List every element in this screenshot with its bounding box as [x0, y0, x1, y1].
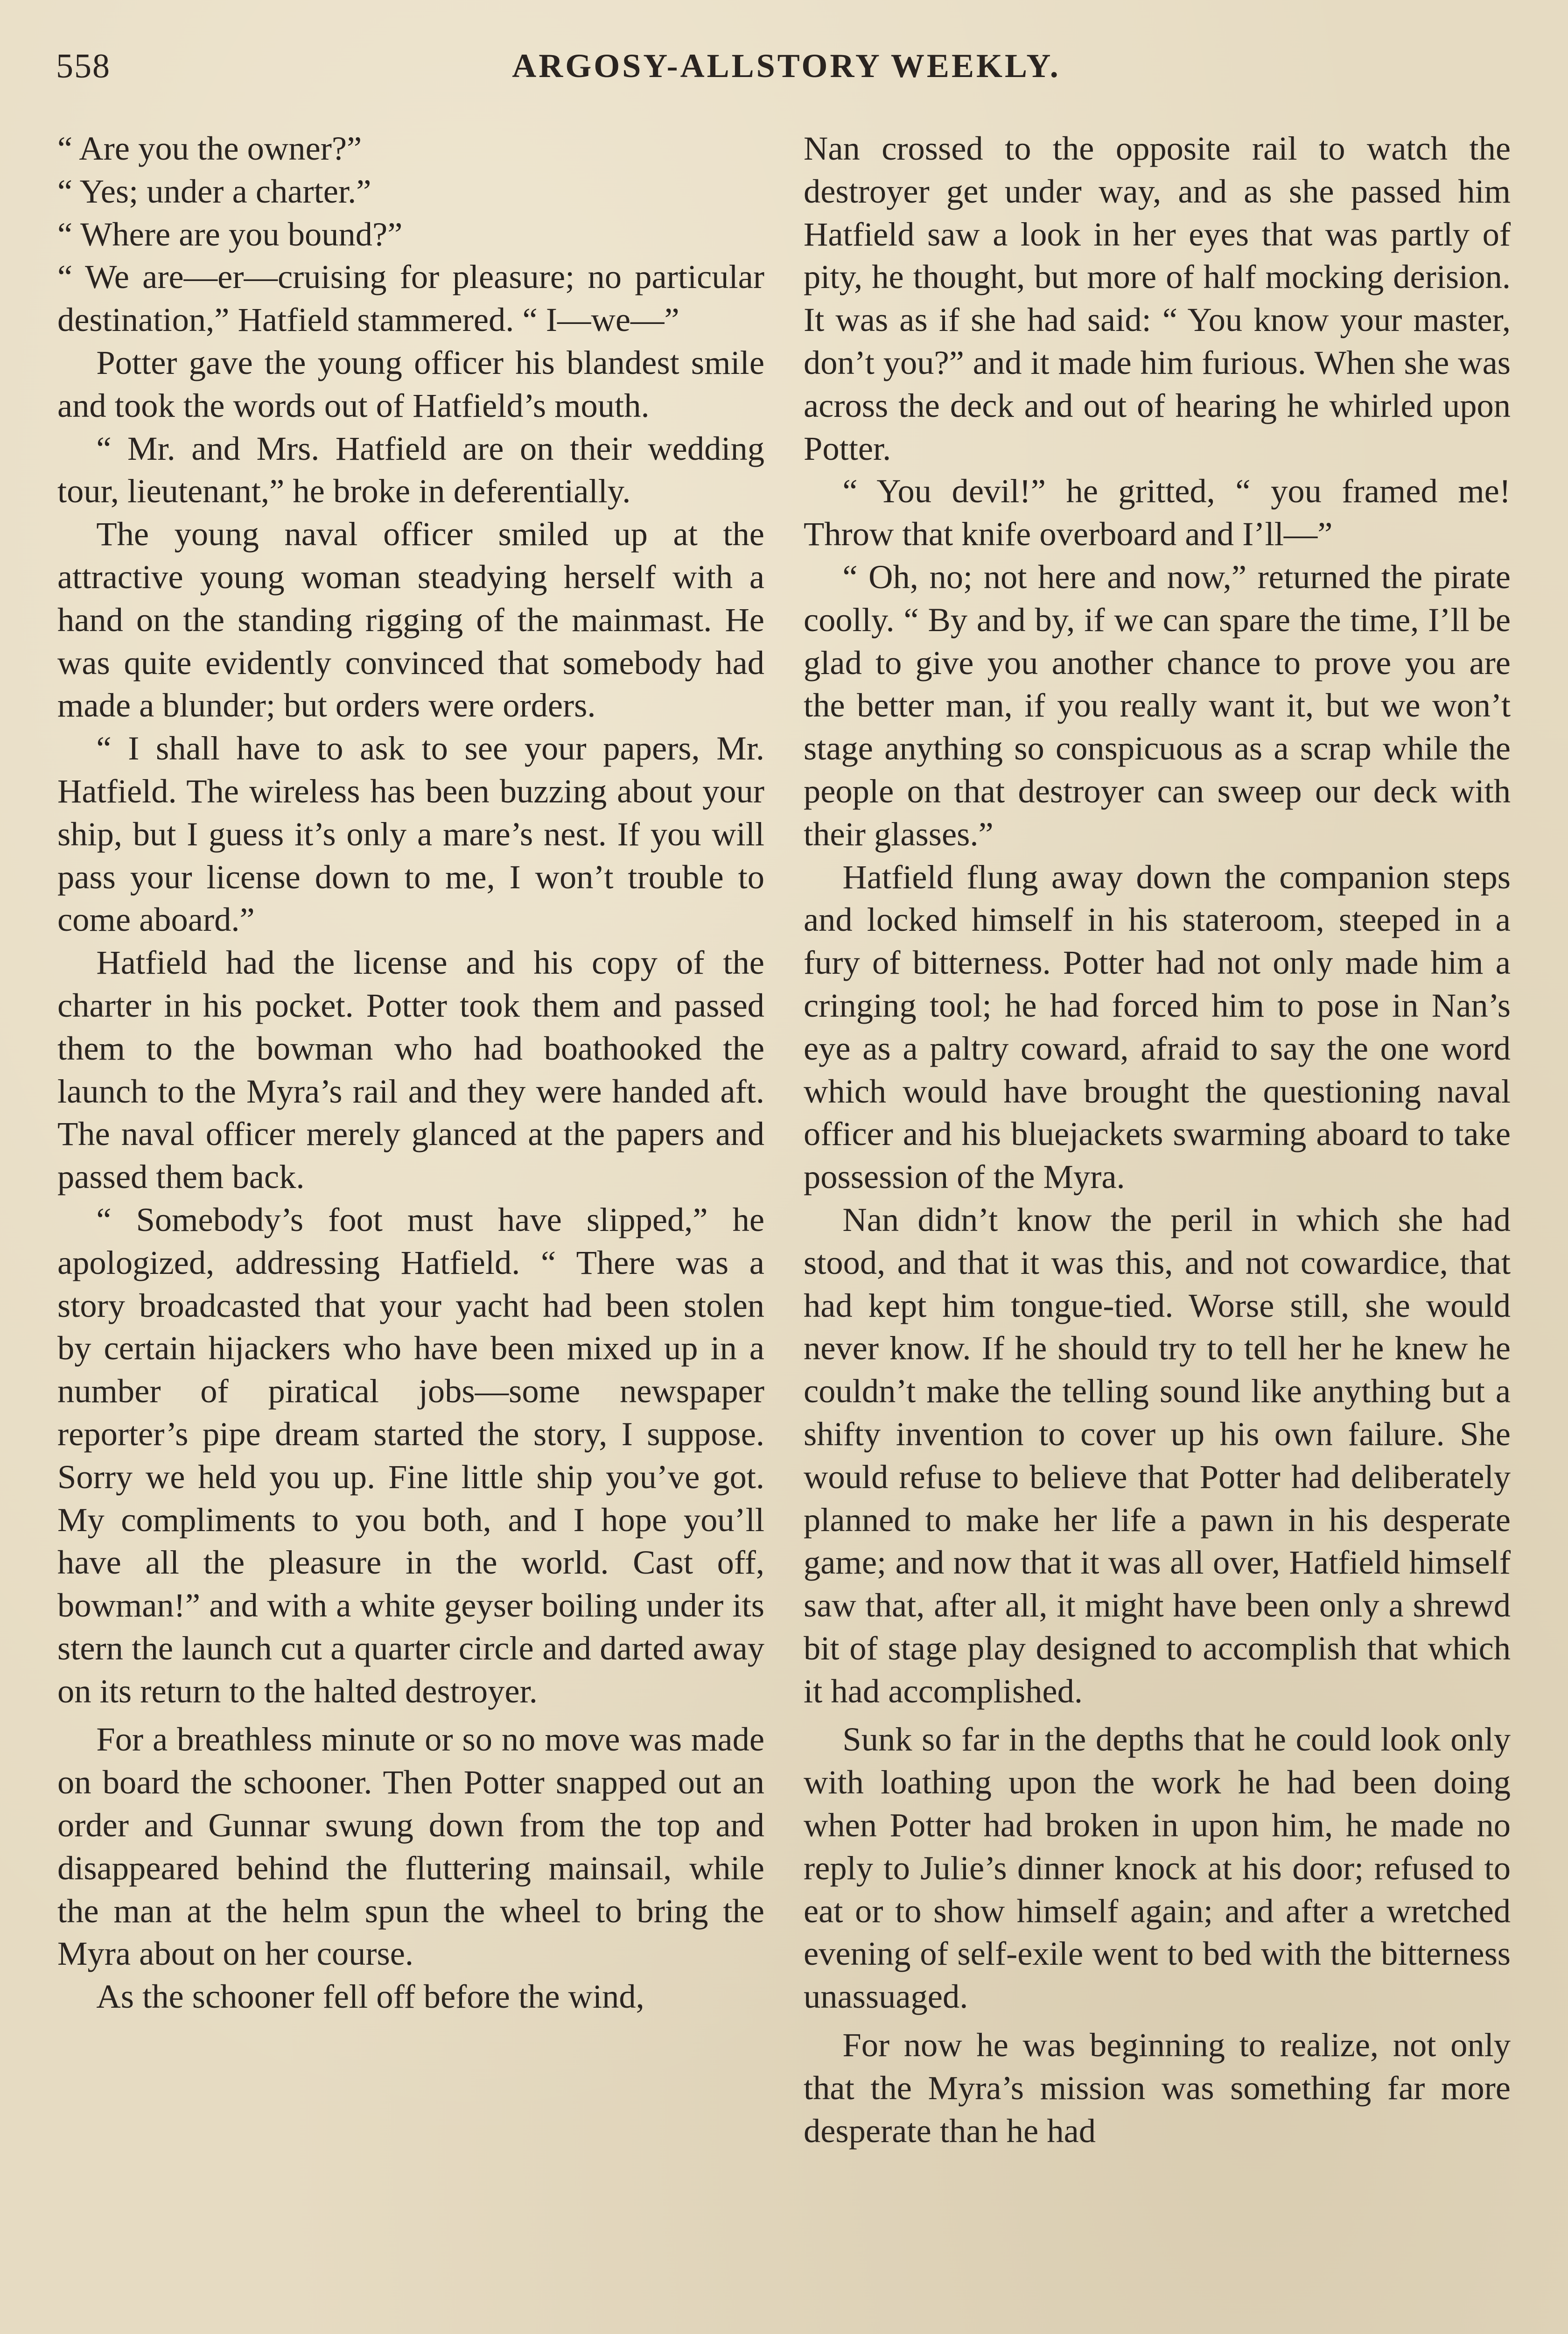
paragraph: Sunk so far in the depths that he could look only with loathing upon the work he had been doing when Potter had broken in upon him, he made no reply to Julie’s dinner knock at his door; refused to eat or to show himself again; and after a wretched evening of self-exile went to bed with the bitterness unassuaged.: [804, 1720, 1511, 2016]
paragraph: “ Are you the owner?”: [57, 129, 362, 167]
paragraph: “ Somebody’s foot must have slipped,” he apologized, addressing Hatfield. “ There was a story broadcasted that your yacht had been stolen by certain hijackers who have been mixed up in a number of piratical jobs—some newspaper reporter’s pipe dream started the story, I suppose. Sorry we held you up. Fine little ship you’ve got. My compliments to you both, and I hope you’ll have all the pleasure in the world. Cast off, bowman!” and with a white geyser boiling under its stern the launch cut a quarter circle and darted away on its return to the halted destroyer.: [57, 1200, 764, 1710]
paragraph: “ Where are you bound?”: [57, 215, 403, 253]
paragraph: Nan didn’t know the peril in which she had stood, and that it was this, and not cowardice, that had kept him tongue-tied. Worse still, she would never know. If he should try to tell her he knew he couldn’t make the telling sound like anything but a shifty invention to cover up his own failure. She would refuse to believe that Potter had deliberately planned to make her life a pawn in his desperate game; and now that it was all over, Hatfield himself saw that, after all, it might have been only a shrewd bit of stage play designed to accomplish that which it had accomplished.: [804, 1200, 1511, 1710]
paragraph: “ We are—er—cruising for pleasure; no particular destination,” Hatfield stammered. “ I—we—”: [57, 258, 764, 339]
paragraph: Hatfield had the license and his copy of the charter in his pocket. Potter took them and passed them to the bowman who had boathooked the launch to the Myra’s rail and they were handed aft. The naval officer merely glanced at the papers and passed them back.: [57, 943, 764, 1196]
left-column: [57, 127, 764, 2018]
paragraph: “ Oh, no; not here and now,” returned the pirate coolly. “ By and by, if we can spare the time, I’ll be glad to give you another chance to prove you are the better man, if you really want it, but we won’t stage anything so conspicuous as a scrap while the people on that destroyer can sweep our deck with their glasses.”: [804, 557, 1511, 853]
paragraph: For now he was beginning to realize, not only that the Myra’s mission was something far more desperate than he had: [804, 2026, 1511, 2150]
paragraph: “ I shall have to ask to see your papers, Mr. Hatfield. The wireless has been buzzing about your ship, but I guess it’s only a mare’s nest. If you will pass your license down to me, I won’t trouble to come aboard.”: [57, 729, 764, 939]
paragraph: Hatfield flung away down the companion steps and locked himself in his stateroom, steeped in a fury of bitterness. Potter had not only made him a cringing tool; he had forced him to pose in Nan’s eye as a paltry coward, afraid to say the one word which would have brought the questioning naval officer and his bluejackets swarming aboard to take possession of the Myra.: [804, 858, 1511, 1196]
paragraph: Nan crossed to the opposite rail to watch the destroyer get under way, and as she passed him Hatfield saw a look in her eyes that was partly of pity, he thought, but more of half mocking derision. It was as if she had said: “ You know your master, don’t you?” and it made him furious. When she was across the deck and out of hearing he whirled upon Potter.: [804, 129, 1511, 467]
paragraph: Potter gave the young officer his blandest smile and took the words out of Hatfield’s mouth.: [57, 343, 764, 424]
paragraph: “ Mr. and Mrs. Hatfield are on their wedding tour, lieutenant,” he broke in deferentially.: [57, 429, 764, 510]
page-header: [56, 47, 1517, 98]
paragraph: As the schooner fell off before the wind,: [96, 1977, 644, 2016]
paragraph: For a breathless minute or so no move was made on board the schooner. Then Potter snapped out an order and Gunnar swung down from the top and disappeared behind the fluttering mainsail, while the man at the helm spun the wheel to bring the Myra about on her course.: [57, 1720, 764, 1973]
paragraph: The young naval officer smiled up at the attractive young woman steadying herself with a hand on the standing rigging of the mainmast. He was quite evidently convinced that somebody had made a blunder; but orders were orders.: [57, 515, 764, 724]
paragraph: “ Yes; under a charter.”: [57, 172, 371, 210]
page-number: 558: [56, 47, 111, 85]
running-head: ARGOSY-ALLSTORY WEEKLY.: [512, 47, 1061, 84]
paragraph: “ You devil!” he gritted, “ you framed me! Throw that knife overboard and I’ll—”: [804, 472, 1511, 553]
right-column: [804, 127, 1511, 2152]
